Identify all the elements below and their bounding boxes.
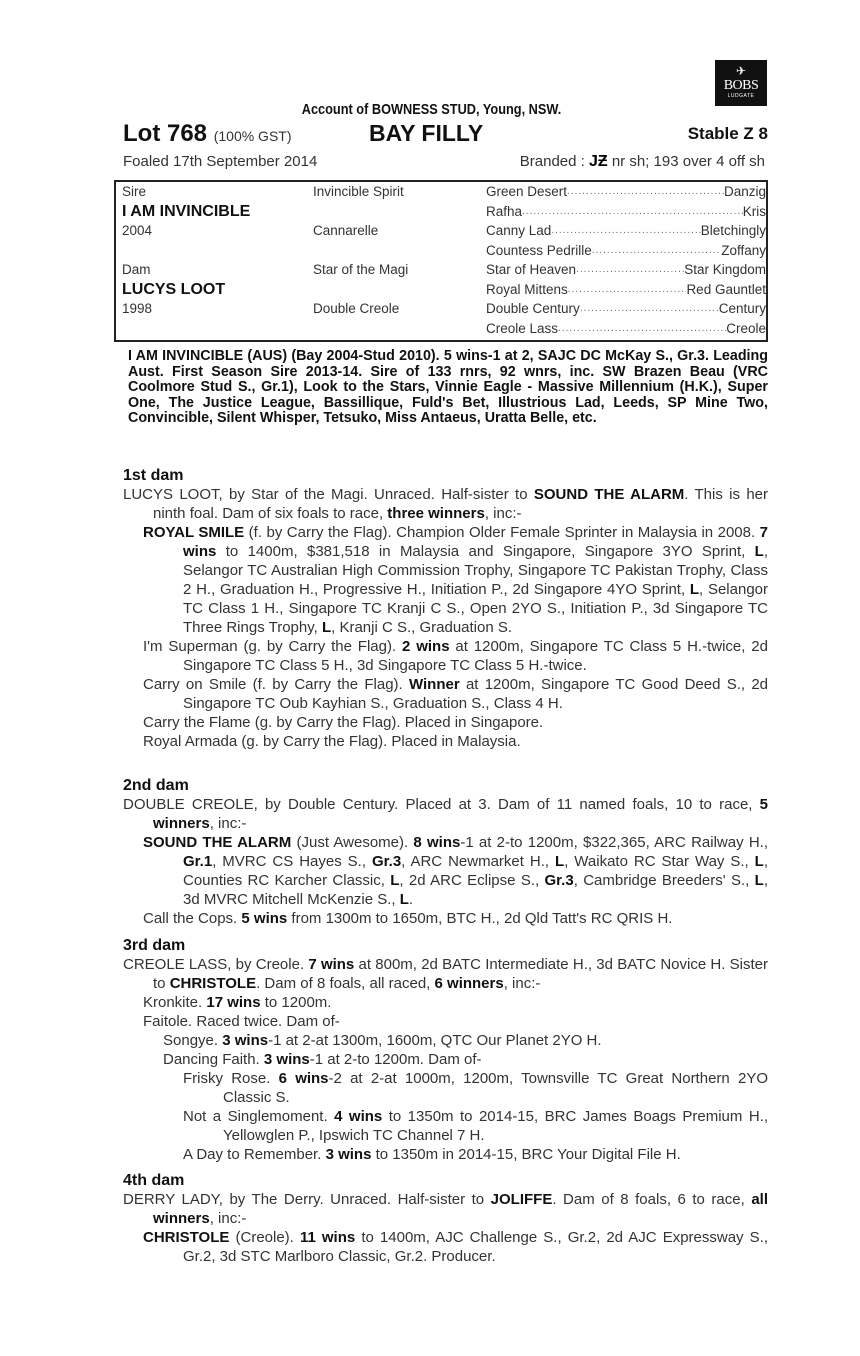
leader-dots	[576, 260, 684, 280]
ancestor-sire: Bletchingly	[700, 223, 766, 238]
section-heading: 4th dam	[123, 1172, 185, 1189]
leader-dots	[592, 241, 721, 261]
lot-label: Lot 768	[123, 120, 208, 147]
ancestor-name: Countess Pedrille	[486, 242, 592, 258]
progeny-entry: Songye. 3 wins-1 at 2-at 1300m, 1600m, QTC Our Planet 2YO H.	[163, 1032, 602, 1049]
progeny-entry: Call the Cops. 5 wins from 1300m to 1650m, BTC H., 2d Qld Tatt's RC QRIS H.	[143, 910, 673, 927]
bird-icon: ✈	[735, 64, 747, 78]
gst-note: (100% GST)	[213, 128, 292, 144]
dam-intro: DOUBLE CREOLE, by Double Century. Placed at 3. Dam of 11 named foals, 10 to race, 5 winners, inc:-	[123, 796, 768, 832]
vendor-account: Account of BOWNESS STUD, Young, NSW.	[301, 101, 562, 118]
pedigree-grandparent: Double Creole	[313, 301, 400, 316]
ancestor-name: Green Desert	[486, 184, 568, 199]
pedigree-ancestor-row	[486, 241, 766, 261]
progeny-entry: Dancing Faith. 3 wins-1 at 2-to 1200m. Dam of-	[163, 1051, 482, 1068]
pedigree-ancestor-row	[486, 221, 766, 241]
section-heading: 1st dam	[123, 467, 184, 484]
pedigree-table	[114, 180, 768, 342]
section-heading: 3rd dam	[123, 937, 186, 954]
stable-location: Stable Z 8	[687, 124, 768, 143]
fourth-dam-section	[123, 1171, 768, 1266]
pedigree-grandparent	[313, 202, 483, 222]
progeny-entry: I'm Superman (g. by Carry the Flag). 2 wins at 1200m, Singapore TC Class 5 H.-twice, 2d Singapore TC Class 5 H., 3d Singapore TC Class 5 H.-twice.	[143, 638, 768, 674]
lot-number	[123, 120, 292, 148]
ancestor-name: Double Century	[486, 301, 580, 316]
leader-dots	[551, 221, 700, 241]
pedigree-ancestor-row	[486, 182, 766, 202]
pedigree-name: LUCYS LOOT	[122, 280, 226, 298]
progeny-entry: ROYAL SMILE (f. by Carry the Flag). Champion Older Female Sprinter in Malaysia in 2008. 7 wins to 1400m, $381,518 in Malaysia and Singapore, Singapore 3YO Sprint, L, Selangor TC Australian High Commission Trophy, Singapore TC Pakistan Trophy, Class 2 H., Graduation H., Progressive H., Initiation P., 2d Singapore 4YO Sprint, L, Selangor TC Class 1 H., Singapore TC Kranji C S., Open 2YO S., Initiation P., 3d Singapore TC Three Rings Trophy, L, Kranji C S., Graduation S.	[143, 524, 768, 636]
pedigree-parents-column	[122, 182, 307, 338]
pedigree-grandparent	[313, 319, 483, 339]
ancestor-sire: Kris	[742, 203, 766, 219]
pedigree-ancestor-row	[486, 299, 766, 319]
pedigree-label: Sire	[122, 184, 147, 199]
leader-dots	[568, 280, 687, 300]
leader-dots	[558, 319, 726, 339]
pedigree-label	[122, 319, 307, 339]
pedigree-grandparent: Star of the Magi	[313, 262, 409, 277]
ancestor-name: Creole Lass	[486, 320, 559, 336]
progeny-entry: SOUND THE ALARM (Just Awesome). 8 wins-1 at 2-to 1200m, $322,365, ARC Railway H., Gr.1, MVRC CS Hayes S., Gr.3, ARC Newmarket H., L, Waikato RC Star Way S., L, Counties RC Karcher Classic, L, 2d ARC Eclipse S., Gr.3, Cambridge Breeders' S., L, 3d MVRC Mitchell McKenzie S., L.	[143, 834, 768, 908]
sire-summary: I AM INVINCIBLE (AUS) (Bay 2004-Stud 2010). 5 wins-1 at 2, SAJC DC McKay S., Gr.3. Leading Aust. First Season Sire 2013-14. Sire of 133 rnrs, 92 wnrs, inc. SW Brazen Beau (VRC Coolmore Stud S., Gr.1), Look to the Stars, Vinnie Eagle - Massive Millennium (H.K.), Super One, The Justice League, Bassillique, Fuld's Bet, Illustrious Lad, Leeds, SP Mine Two, Convincible, Silent Whisper, Tetsuko, Miss Antaeus, Uratta Belle, etc.	[128, 348, 768, 427]
dam-intro: DERRY LADY, by The Derry. Unraced. Half-sister to JOLIFFE. Dam of 8 foals, 6 to race, all winners, inc:-	[123, 1191, 768, 1227]
pedigree-ancestor-row	[486, 260, 766, 280]
dam-intro: LUCYS LOOT, by Star of the Magi. Unraced. Half-sister to SOUND THE ALARM. This is her ninth foal. Dam of six foals to race, three winners, inc:-	[123, 486, 769, 522]
pedigree-label: 1998	[122, 301, 153, 316]
leader-dots	[567, 182, 724, 202]
progeny-entry: Frisky Rose. 6 wins-2 at 2-at 1000m, 1200m, Townsville TC Great Northern 2YO Classic S.	[183, 1070, 768, 1106]
ancestor-sire: Red Gauntlet	[686, 281, 766, 297]
logo-name: BOBS	[723, 78, 759, 93]
pedigree-ancestor-row	[486, 202, 766, 222]
brand-mark-icon: JƵ	[589, 153, 608, 170]
ancestor-sire: Century	[718, 301, 766, 316]
first-dam-section	[123, 466, 768, 751]
section-heading: 2nd dam	[123, 777, 189, 794]
branded-label: Branded :	[519, 153, 585, 170]
pedigree-label: 2004	[122, 223, 153, 238]
progeny-entry: Not a Singlemoment. 4 wins to 1350m to 2014-15, BRC James Boags Premium H., Yellowglen P., Ipswich TC Channel 7 H.	[183, 1108, 768, 1144]
ancestor-name: Star of Heaven	[486, 262, 577, 277]
second-dam-section	[123, 776, 768, 928]
pedigree-name: I AM INVINCIBLE	[122, 202, 251, 220]
ancestor-sire: Creole	[726, 320, 766, 336]
ancestor-sire: Zoffany	[721, 242, 766, 258]
lot-header	[123, 120, 768, 150]
progeny-entry: Carry on Smile (f. by Carry the Flag). Winner at 1200m, Singapore TC Good Deed S., 2d Singapore TC Oub Kayhian S., Graduation S., Class 4 H.	[143, 676, 768, 712]
horse-description: BAY FILLY	[369, 120, 484, 146]
pedigree-grandparent: Invincible Spirit	[313, 184, 404, 199]
progeny-list	[123, 833, 768, 928]
progeny-entry: Kronkite. 17 wins to 1200m.	[143, 994, 332, 1011]
leader-dots	[522, 202, 743, 222]
brand-info	[520, 153, 765, 171]
progeny-entry: CHRISTOLE (Creole). 11 wins to 1400m, AJC Challenge S., Gr.2, 2d AJC Expressway S., Gr.2, 3d STC Marlboro Classic, Gr.2. Producer.	[143, 1229, 768, 1265]
progeny-entry: Royal Armada (g. by Carry the Flag). Placed in Malaysia.	[143, 733, 521, 750]
ancestor-name: Royal Mittens	[486, 281, 568, 297]
pedigree-grandparent	[313, 280, 483, 300]
third-dam-section	[123, 936, 768, 1164]
ancestor-sire: Danzig	[723, 184, 766, 199]
progeny-list	[123, 523, 768, 751]
pedigree-label	[122, 241, 307, 261]
pedigree-grandparents-column	[313, 182, 483, 338]
pedigree-grandparent: Cannarelle	[313, 223, 379, 238]
foaled-date: Foaled 17th September 2014	[123, 153, 318, 170]
progeny-list	[123, 993, 768, 1164]
progeny-entry: Carry the Flame (g. by Carry the Flag). Placed in Singapore.	[143, 714, 544, 731]
pedigree-ancestor-row	[486, 280, 766, 300]
bobs-ludgate-logo	[715, 60, 767, 106]
ancestor-sire: Star Kingdom	[684, 262, 766, 277]
leader-dots	[580, 299, 719, 319]
logo-subtitle: LUDGATE	[727, 93, 755, 99]
ancestor-name: Canny Lad	[486, 223, 552, 238]
progeny-list	[123, 1228, 768, 1266]
progeny-entry: Faitole. Raced twice. Dam of-	[143, 1013, 340, 1030]
dam-intro: CREOLE LASS, by Creole. 7 wins at 800m, 2d BATC Intermediate H., 3d BATC Novice H. Sister to CHRISTOLE. Dam of 8 foals, all raced, 6 winners, inc:-	[123, 956, 768, 992]
pedigree-ancestor-row	[486, 319, 766, 339]
ancestor-name: Rafha	[486, 203, 523, 219]
pedigree-great-grandparents-column	[486, 182, 766, 338]
branded-detail: nr sh; 193 over 4 off sh	[611, 153, 765, 170]
pedigree-grandparent	[313, 241, 483, 261]
pedigree-label: Dam	[122, 262, 151, 277]
progeny-entry: A Day to Remember. 3 wins to 1350m in 2014-15, BRC Your Digital File H.	[183, 1146, 681, 1163]
